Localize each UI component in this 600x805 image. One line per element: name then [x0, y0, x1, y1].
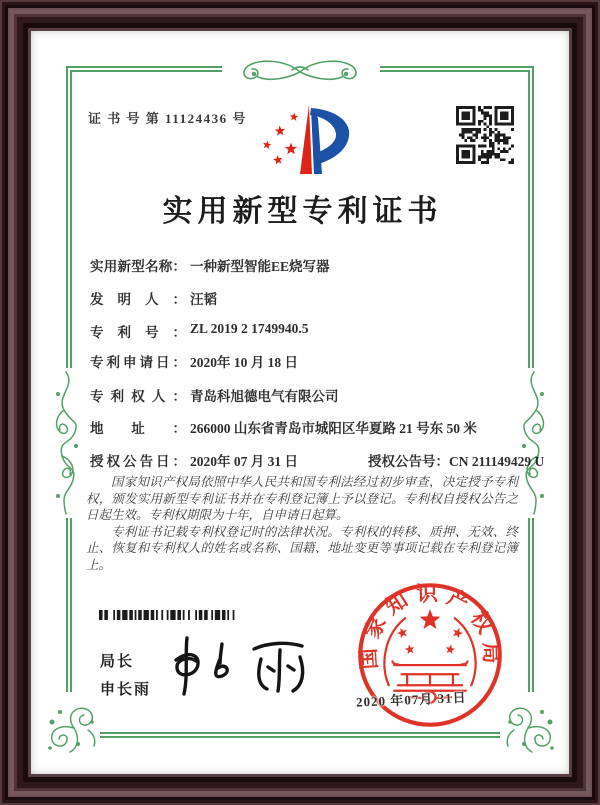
field-address — [90, 417, 516, 437]
logo-stars — [263, 113, 298, 165]
grant-statement-paragraph: 国家知识产权局依照中华人民共和国专利法经过初步审查，决定授予专利权，颁发实用新型专利证书并在专利登记簿上予以登记。专利权自授权公告之日起生效。专利权期限为十年，自申请日起算。 — [86, 475, 518, 522]
director-signature — [162, 632, 322, 698]
field-grant-row — [90, 450, 545, 470]
certificate-body — [86, 474, 518, 573]
qr-code — [456, 106, 514, 164]
seal-date: 2020 年07月 31日 — [355, 689, 467, 710]
field-filing-date — [90, 351, 516, 371]
field-value: ZL 2019 2 1749940.5 — [190, 321, 309, 336]
field-utility-model-name — [90, 255, 516, 275]
field-label: 专利号： — [90, 325, 186, 340]
field-patentee — [90, 385, 516, 405]
field-value: 一种新型智能EE烧写器 — [190, 259, 330, 274]
barcode — [99, 610, 238, 620]
field-label: 专利申请日： — [90, 355, 186, 370]
seal-emblem-stars — [397, 609, 463, 654]
field-patent-number — [90, 321, 516, 341]
cnipa-patent-logo — [254, 102, 354, 176]
director-name: 申长雨 — [100, 681, 152, 698]
field-inventor — [90, 288, 516, 308]
field-label: 专利权人： — [90, 389, 186, 404]
field-grant-number: 授权公告号：CN 211149429 U — [368, 454, 545, 469]
field-value: 汪韬 — [190, 292, 217, 307]
seal-text: 国家知识产权局 — [356, 581, 504, 671]
field-label: 发明人： — [90, 292, 186, 307]
svg-text:国家知识产权局 — [356, 581, 503, 670]
field-label: 实用新型名称： — [90, 259, 186, 274]
director-block — [100, 650, 151, 706]
page-title: 实用新型专利证书 — [162, 195, 443, 228]
field-value: 青岛科旭德电气有限公司 — [190, 389, 339, 404]
certificate-number: 证 书 号 第 11124436 号 — [88, 111, 247, 126]
director-title: 局长 — [100, 653, 135, 670]
field-label: 地址： — [90, 421, 186, 436]
field-value: 266000 山东省青岛市城阳区华夏路 21 号东 50 米 — [190, 421, 477, 436]
field-grant-date: 授权公告日： 2020年 07 月 31 日 — [90, 454, 298, 469]
field-value: 2020年 10 月 18 日 — [190, 355, 298, 370]
legal-status-paragraph: 专利证书记载专利权登记时的法律状况。专利权的转移、质押、无效、终止、恢复和专利权人的姓名或名称、国籍、地址变更等事项记载在专利登记簿上。 — [86, 524, 518, 572]
